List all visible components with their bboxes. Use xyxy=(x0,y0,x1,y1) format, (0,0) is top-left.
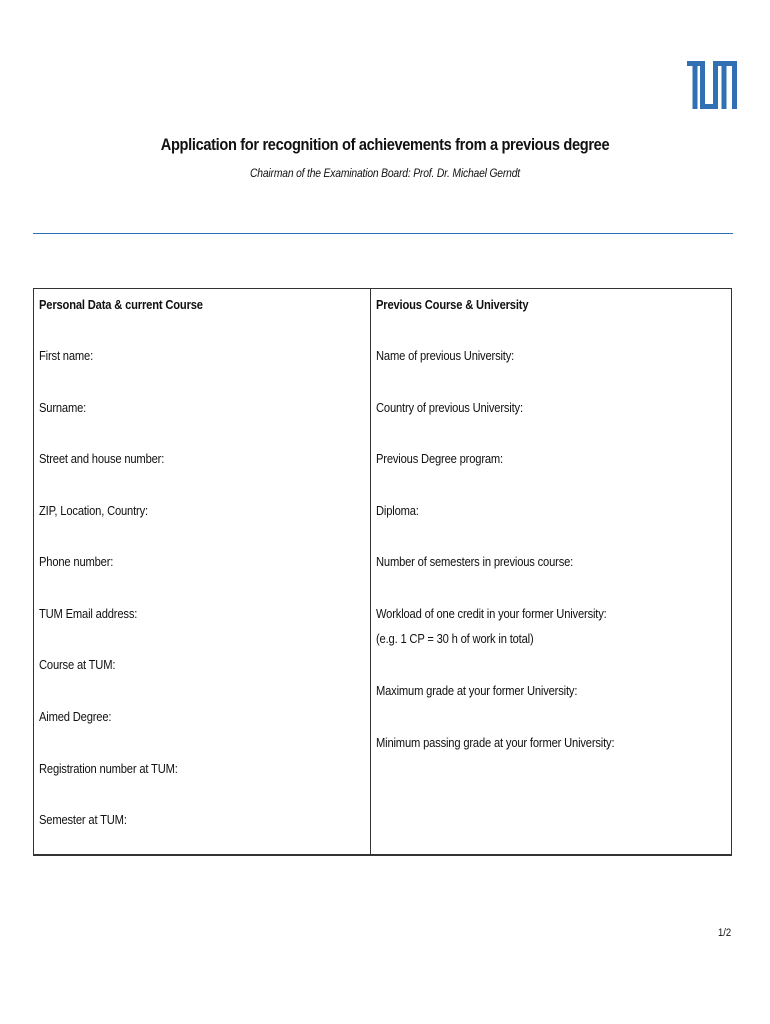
semesters-previous-label: Number of semesters in previous course: xyxy=(376,554,574,569)
diploma-label: Diploma: xyxy=(376,503,419,518)
minimum-passing-grade-label: Minimum passing grade at your former University: xyxy=(376,735,615,750)
credit-workload-label: Workload of one credit in your former University: xyxy=(376,606,607,621)
previous-country-label: Country of previous University: xyxy=(376,400,523,415)
previous-degree-program-label: Previous Degree program: xyxy=(376,451,503,466)
semester-label: Semester at TUM: xyxy=(39,812,127,827)
aimed-degree-label: Aimed Degree: xyxy=(39,709,112,724)
tum-email-label: TUM Email address: xyxy=(39,606,138,621)
credit-workload-example: (e.g. 1 CP = 30 h of work in total) xyxy=(376,631,534,646)
left-column-heading: Personal Data & current Course xyxy=(39,297,203,312)
course-label: Course at TUM: xyxy=(39,657,116,672)
zip-location-label: ZIP, Location, Country: xyxy=(39,503,148,518)
registration-number-label: Registration number at TUM: xyxy=(39,761,178,776)
header-rule xyxy=(33,233,733,234)
maximum-grade-label: Maximum grade at your former University: xyxy=(376,683,578,698)
application-form-table xyxy=(33,288,732,856)
previous-university-label: Name of previous University: xyxy=(376,348,515,363)
right-column-heading: Previous Course & University xyxy=(376,297,529,312)
page-number: 1/2 xyxy=(718,927,732,939)
phone-label: Phone number: xyxy=(39,554,114,569)
document-title: Application for recognition of achievements from a previous degree xyxy=(160,135,610,154)
column-divider xyxy=(370,289,371,854)
document-subtitle: Chairman of the Examination Board: Prof. Dr. Michael Gerndt xyxy=(250,166,520,180)
street-label: Street and house number: xyxy=(39,451,165,466)
tum-logo-mark xyxy=(687,61,737,109)
first-name-label: First name: xyxy=(39,348,94,363)
surname-label: Surname: xyxy=(39,400,87,415)
tum-logo xyxy=(687,61,737,109)
